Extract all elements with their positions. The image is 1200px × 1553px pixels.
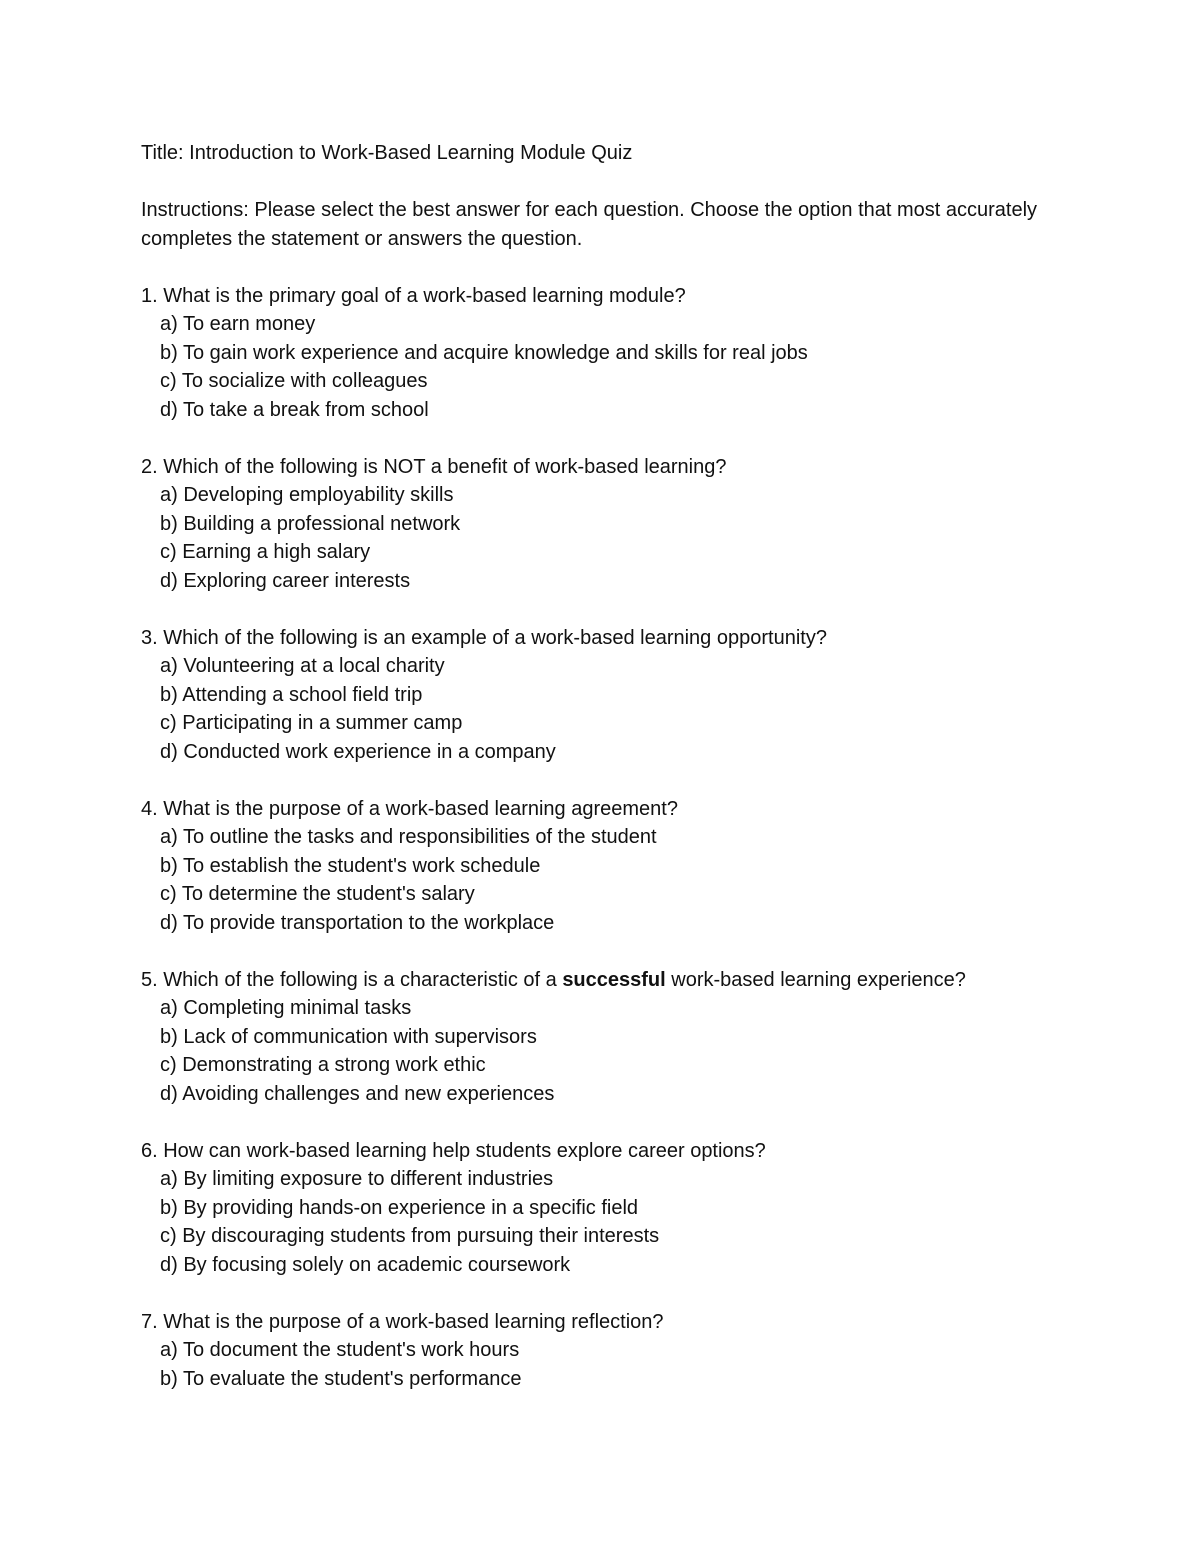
spacer xyxy=(141,595,1061,624)
answer-option: c) Participating in a summer camp xyxy=(160,712,463,734)
answer-option: a) To document the student's work hours xyxy=(160,1339,520,1361)
question-block-3 xyxy=(141,624,1061,767)
question-text: 2. Which of the following is NOT a benefit of work-based learning? xyxy=(141,455,727,478)
question-text-start: 5. Which of the following is a characteristic of a xyxy=(141,968,563,991)
answer-option: c) To socialize with colleagues xyxy=(160,370,428,392)
question-block-5 xyxy=(141,966,1061,1109)
answer-option: b) To evaluate the student's performance xyxy=(160,1367,522,1390)
question-text: 4. What is the purpose of a work-based learning agreement? xyxy=(141,797,678,820)
answer-option: c) To determine the student's salary xyxy=(160,883,475,905)
answer-option: a) Completing minimal tasks xyxy=(160,997,412,1019)
answer-option: d) Exploring career interests xyxy=(160,569,411,592)
answer-option: d) By focusing solely on academic coursework xyxy=(160,1253,571,1276)
answer-option: a) Developing employability skills xyxy=(160,484,454,506)
question-block-2 xyxy=(141,453,1061,596)
answer-option: d) To take a break from school xyxy=(160,398,429,421)
question-text: 3. Which of the following is an example of a work-based learning opportunity? xyxy=(141,626,827,649)
question-text: 1. What is the primary goal of a work-based learning module? xyxy=(141,284,686,307)
question-block-7 xyxy=(141,1308,1061,1394)
question-block-1 xyxy=(141,282,1061,425)
answer-option: a) Volunteering at a local charity xyxy=(160,655,445,677)
answer-option: d) To provide transportation to the workplace xyxy=(160,911,555,934)
answer-option: a) To outline the tasks and responsibilities of the student xyxy=(160,826,657,848)
answer-option: b) Building a professional network xyxy=(160,512,461,535)
quiz-content xyxy=(141,139,1061,1393)
emphasized-word: successful xyxy=(562,968,666,991)
spacer xyxy=(141,937,1061,966)
answer-option: b) Attending a school field trip xyxy=(160,683,423,706)
answer-option: b) To establish the student's work schedule xyxy=(160,854,541,877)
spacer xyxy=(141,1108,1061,1137)
instructions-text: Instructions: Please select the best answer for each question. Choose the option that most accurately completes the statement or answers the question. xyxy=(141,199,1038,250)
question-text: 7. What is the purpose of a work-based learning reflection? xyxy=(141,1310,664,1333)
question-block-4 xyxy=(141,795,1061,938)
spacer xyxy=(141,424,1061,453)
question-text: 6. How can work-based learning help students explore career options? xyxy=(141,1139,766,1162)
answer-option: c) Earning a high salary xyxy=(160,541,371,563)
spacer xyxy=(141,253,1061,282)
answer-option: a) To earn money xyxy=(160,313,316,335)
question-text xyxy=(141,966,1061,995)
question-text-end: work-based learning experience? xyxy=(665,968,966,991)
answer-option: b) To gain work experience and acquire knowledge and skills for real jobs xyxy=(160,341,808,364)
answer-option: b) By providing hands-on experience in a specific field xyxy=(160,1196,639,1219)
answer-option: d) Conducted work experience in a company xyxy=(160,740,556,763)
spacer xyxy=(141,168,1061,197)
answer-option: a) By limiting exposure to different industries xyxy=(160,1168,554,1190)
spacer xyxy=(141,766,1061,795)
question-block-6 xyxy=(141,1137,1061,1280)
answer-option: c) Demonstrating a strong work ethic xyxy=(160,1054,486,1076)
spacer xyxy=(141,1279,1061,1308)
document-title: Title: Introduction to Work-Based Learning Module Quiz xyxy=(141,142,633,164)
answer-option: d) Avoiding challenges and new experiences xyxy=(160,1082,555,1105)
answer-option: c) By discouraging students from pursuing their interests xyxy=(160,1225,660,1247)
answer-option: b) Lack of communication with supervisors xyxy=(160,1025,537,1048)
